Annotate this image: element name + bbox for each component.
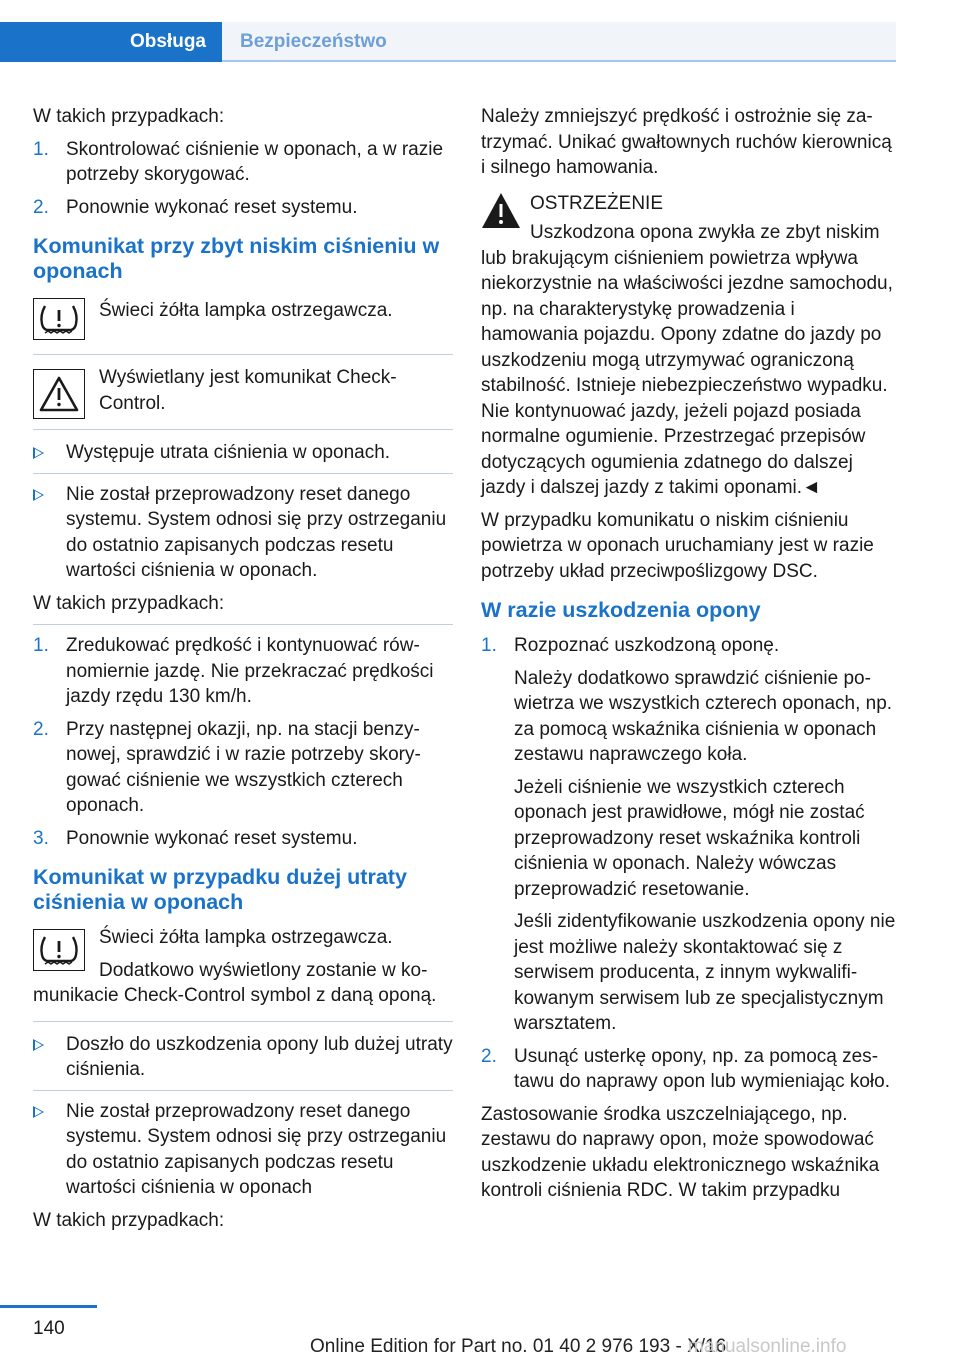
- list-item: 1. Zredukować prędkość i kontynuować równomiernie jazdę. Nie przekraczać prędkości jazdy rzędu 130 km/h.: [33, 635, 434, 707]
- list-item: 2. Przy następnej okazji, np. na stacji benzynowej, sprawdzić i w razie potrzeby skorygować ciśnienie we wszystkich czterech oponach.: [33, 718, 421, 816]
- list-item: 3. Ponownie wykonać reset systemu.: [33, 826, 453, 852]
- tab-bezpieczenstwo[interactable]: Bezpieczeństwo: [222, 22, 896, 62]
- paragraph: Zastosowanie środka uszczelniającego, np. zestawu do naprawy opon, może spowodować uszkodzenie układu elektronicznego wskaźnika kontroli ciśnienia RDC. W takim przypadku: [481, 1103, 880, 1201]
- bullet-triangle-icon: [33, 489, 44, 501]
- list-number: 1.: [481, 635, 497, 656]
- list-item: Występuje utrata ciśnienia w oponach.: [33, 440, 453, 466]
- tab-underline: [222, 60, 896, 62]
- footer-rule: [0, 1305, 97, 1308]
- paragraph: W takich przypadkach:: [33, 1209, 225, 1231]
- divider: [33, 473, 453, 474]
- list-item: Nie został przeprowadzony reset danego systemu. System odnosi się przy ostrzeganiu do ostatnio zapisanych podczas resetu wartości ciśnienia w oponach.: [33, 482, 453, 584]
- section-heading: Komunikat w przypadku dużej utraty ciśnienia w oponach: [33, 865, 407, 914]
- list-number: 1.: [33, 635, 49, 656]
- section-heading: Komunikat przy zbyt niskim ciśnieniu w oponach: [33, 234, 440, 283]
- bullet-triangle-icon: [33, 1039, 44, 1051]
- list-number: 2.: [481, 1045, 497, 1067]
- paragraph: Należy zmniejszyć prędkość i ostrożnie się zatrzymać. Unikać gwałtownych ruchów kierownicą i silnego hamowania.: [481, 106, 892, 178]
- left-column: [33, 104, 453, 1240]
- bullet-triangle-icon: [33, 1106, 44, 1118]
- paragraph: W takich przypadkach:: [33, 106, 225, 127]
- tire-pressure-warning-icon: [33, 929, 85, 971]
- section-tabs: [0, 22, 896, 62]
- warning-triangle-icon: [33, 369, 85, 419]
- right-column: [481, 104, 897, 1211]
- list-number: 1.: [33, 138, 49, 160]
- paragraph: W takich przypadkach:: [33, 592, 225, 614]
- list-item: 1. Skontrolować ciśnienie w oponach, a w razie potrzeby skorygować.: [33, 138, 444, 185]
- list-number: 3.: [33, 827, 49, 849]
- warning-triangle-icon: [481, 191, 521, 231]
- divider: [33, 624, 453, 625]
- divider: [33, 1021, 453, 1022]
- paragraph: W przypadku komunikatu o niskim ciśnieniu powietrza w oponach uruchamiany jest w razie potrzeby układ przeciwpoślizgowy DSC.: [481, 509, 874, 582]
- divider: [33, 1090, 453, 1091]
- list-item: 1. Rozpoznać uszkodzoną oponę. Należy dodatkowo sprawdzić ciśnienie powietrza we wszystkich czterech oponach, np. za pomocą wskaźnika ciśnienia w oponach zestawu naprawczego koła. Jeżeli ciśnienie we wszystkich czterech oponach jest prawidłowe, mógł nie zostać przeprowadzony reset wskaźnika kontroli ciśnienia w oponach. Należy wówczas przeprowadzić resetowanie. Jeśli zidentyfikowanie uszkodzenia opony nie jest możliwe należy skontaktować się z serwisem producenta, z innym wykwalifikowanym serwisem lub ze specjalistycznym warsztatem.: [481, 635, 896, 1034]
- list-item: 2. Usunąć usterkę opony, np. za pomocą zestawu do naprawy opon lub wymieniając koło.: [481, 1045, 890, 1092]
- tire-pressure-warning-icon: [33, 298, 85, 340]
- warning-lamp-row: Świeci żółta lampka ostrzegawcza.: [33, 294, 453, 340]
- divider: [33, 429, 453, 430]
- divider: [33, 354, 453, 355]
- warning-title: OSTRZEŻENIE: [530, 192, 664, 214]
- warning-text: Uszkodzona opona zwykła ze zbyt niskim lub brakującym ciśnieniem powietrza wpływa niekorzystnie na właściwości jezdne samochodu, np. na charakterystykę prowadzenia i hamowania pojazdu. Opony zdatne do jazdy po uszkodzeniu mogą utrzymywać ograniczoną stabilność. Istnieje niebezpieczeństwo wypadku. Nie kontynuować jazdy, jeżeli pojazd posiada normalne ogumienie. Przestrzegać przepisów dotyczących ogumienia zdatnego do dalszej jazdy i dalszej jazdy z takimi oponami.◄: [481, 222, 893, 498]
- list-item: 2. Ponownie wykonać reset systemu.: [33, 195, 453, 221]
- warning-box: [481, 191, 897, 501]
- check-control-row: Wyświetlany jest komunikat Check-Control.: [33, 365, 453, 419]
- edition-note: Online Edition for Part no. 01 40 2 976 193 - X/16: [310, 1336, 727, 1357]
- warning-lamp-row: Świeci żółta lampka ostrzegawcza. Dodatkowo wyświetlony zostanie w komunikacie Check-Control symbol z daną oponą.: [33, 927, 437, 1006]
- tab-obsluga[interactable]: Obsługa: [0, 22, 222, 62]
- section-heading: W razie uszkodzenia opony: [481, 598, 761, 622]
- list-number: 2.: [33, 196, 49, 218]
- list-item: Doszło do uszkodzenia opony lub dużej utraty ciśnienia.: [33, 1032, 453, 1083]
- page-number: 140: [33, 1318, 65, 1339]
- list-item: Nie został przeprowadzony reset danego systemu. System odnosi się przy ostrzeganiu do ostatnio zapisanych podczas resetu wartości ciśnienia w oponach: [33, 1099, 453, 1201]
- list-number: 2.: [33, 718, 49, 740]
- watermark: manualsonline.info: [688, 1336, 847, 1357]
- bullet-triangle-icon: [33, 447, 44, 459]
